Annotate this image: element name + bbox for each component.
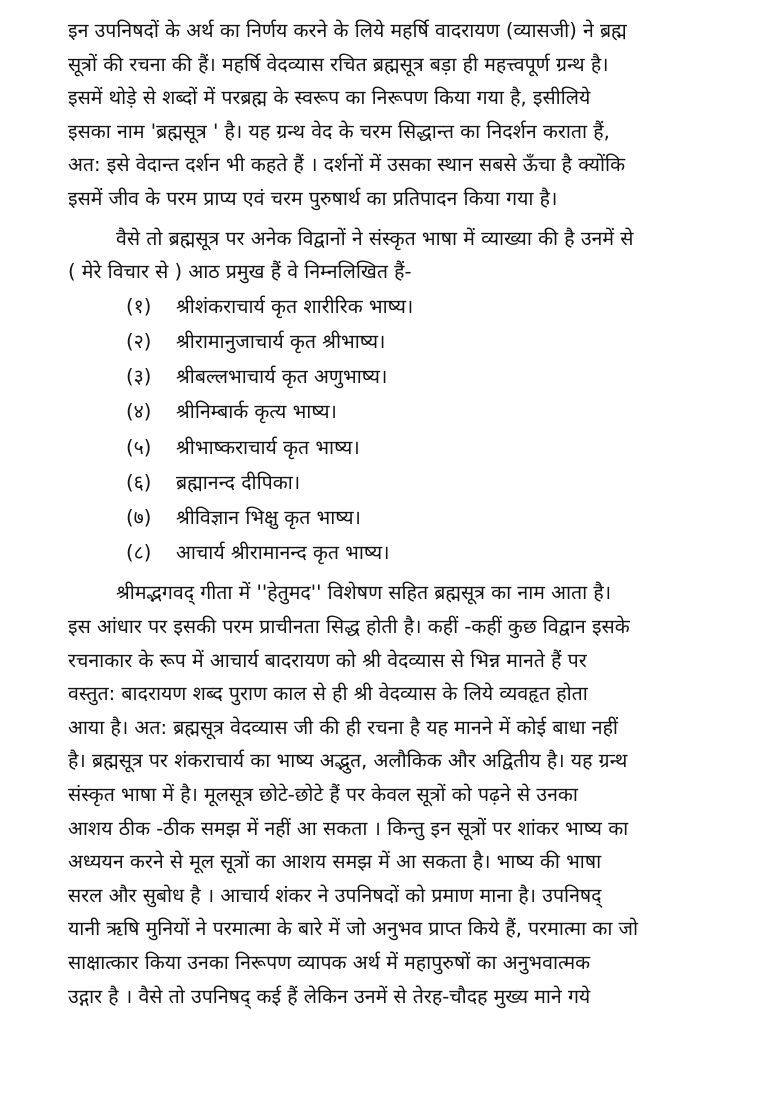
- text-line: है। ब्रह्मसूत्र पर शंकराचार्य का भाष्य अद्भुत, अलौकिक और अद्वितीय है। यह ग्रन्थ: [68, 749, 628, 773]
- text-line: साक्षात्कार किया उनका निरूपण व्यापक अर्थ में महापुरुषों का अनुभवात्मक: [68, 950, 591, 974]
- text-line: वैसे तो ब्रह्मसूत्र पर अनेक विद्वानों ने संस्कृत भाषा में व्याख्या की है उनमें से: [116, 226, 634, 250]
- text-line: इसमें थोड़े से शब्दों में परब्रह्म के स्वरूप का निरूपण किया गया है, इसीलिये: [68, 86, 591, 110]
- list-text: श्रीशंकराचार्य कृत शारीरिक भाष्य।: [176, 294, 414, 318]
- list-text: श्रीबल्लभाचार्य कृत अणुभाष्य।: [176, 365, 388, 389]
- list-item: [126, 500, 736, 535]
- list-text: ब्रह्मानन्द दीपिका।: [176, 470, 301, 494]
- commentary-list: [68, 289, 736, 571]
- text-line: संस्कृत भाषा में है। मूलसूत्र छोटे-छोटे हैं पर केवल सूत्रों को पढ़ने से उनका: [68, 782, 578, 806]
- text-line: आया है। अत: ब्रह्मसूत्र वेदव्यास जी की ही रचना है यह मानने में कोई बाधा नहीं: [68, 715, 618, 739]
- list-item: [126, 359, 736, 394]
- list-text: श्रीविज्ञान भिक्षु कृत भाष्य।: [176, 505, 361, 529]
- list-number: (८): [126, 541, 152, 565]
- text-line: रचनाकार के रूप में आचार्य बादरायण को श्री वेदव्यास से भिन्न मानते हैं पर: [68, 648, 587, 672]
- list-number: (५): [126, 435, 152, 459]
- list-number: (४): [126, 400, 152, 424]
- text-line: सूत्रों की रचना की हैं। महर्षि वेदव्यास रचित ब्रह्मसूत्र बड़ा ही महत्त्वपूर्ण ग्रन्थ है।: [68, 52, 609, 76]
- list-item: [126, 289, 736, 324]
- text-line: अध्ययन करने से मूल सूत्रों का आशय समझ में आ सकता है। भाष्य की भाषा: [68, 850, 602, 874]
- text-line: इस आंधार पर इसकी परम प्राचीनता सिद्ध होती है। कहीं -कहीं कुछ विद्वान इसके: [68, 614, 630, 638]
- list-number: (१): [126, 294, 152, 318]
- text-line: उद्गार है । वैसे तो उपनिषद् कई हैं लेकिन उनमें से तेरह-चौदह मुख्य माने गये: [68, 984, 591, 1008]
- text-line: अत: इसे वेदान्त दर्शन भी कहते हैं । दर्शनों में उसका स्थान सबसे ऊँचा है क्योंकि: [68, 153, 626, 177]
- text-line: श्रीमद्भगवद् गीता में ''हेतुमद'' विशेषण सहित ब्रह्मसूत्र का नाम आता है।: [116, 581, 612, 605]
- list-number: (२): [126, 329, 152, 353]
- list-number: (६): [126, 470, 152, 494]
- list-text: श्रीनिम्बार्क कृत्य भाष्य।: [176, 400, 337, 424]
- text-line: ( मेरे विचार से ) आठ प्रमुख हैं वे निम्नलिखित हैं-: [68, 260, 412, 284]
- text-line: वस्तुत: बादरायण शब्द पुराण काल से ही श्री वेदव्यास के लिये व्यवहृत होता: [68, 682, 588, 706]
- text-line: इन उपनिषदों के अर्थ का निर्णय करने के लिये महर्षि वादरायण (व्यासजी) ने ब्रह्म: [68, 19, 627, 42]
- text-line: इसका नाम 'ब्रह्मसूत्र ' है। यह ग्रन्थ वेद के चरम सिद्धान्त का निदर्शन कराता हैं,: [68, 119, 610, 143]
- list-item: [126, 394, 736, 429]
- list-item: [126, 465, 736, 500]
- list-item: [126, 324, 736, 359]
- list-number: (७): [126, 505, 152, 529]
- text-line: सरल और सुबोध है । आचार्य शंकर ने उपनिषदों को प्रमाण माना है। उपनिषद्: [68, 883, 602, 907]
- list-text: आचार्य श्रीरामानन्द कृत भाष्य।: [176, 541, 390, 565]
- paragraph-upanishad-intro: [68, 14, 736, 216]
- list-item: [126, 535, 736, 570]
- list-text: श्रीरामानुजाचार्य कृत श्रीभाष्य।: [176, 329, 386, 353]
- text-line: इसमें जीव के परम प्राप्य एवं चरम पुरुषार्थ का प्रतिपादन किया गया है।: [68, 186, 558, 210]
- list-number: (३): [126, 365, 152, 389]
- list-item: [126, 430, 736, 465]
- text-line: यानी ऋषि मुनियों ने परमात्मा के बारे में जो अनुभव प्राप्त किये हैं, परमात्मा का जो: [68, 917, 639, 941]
- list-text: श्रीभाष्कराचार्य कृत भाष्य।: [176, 435, 360, 459]
- paragraph-gita-reference: [68, 576, 736, 1013]
- paragraph-commentaries-intro: [68, 222, 736, 289]
- text-line: आशय ठीक -ठीक समझ में नहीं आ सकता । किन्तु इन सूत्रों पर शांकर भाष्य का: [68, 816, 629, 840]
